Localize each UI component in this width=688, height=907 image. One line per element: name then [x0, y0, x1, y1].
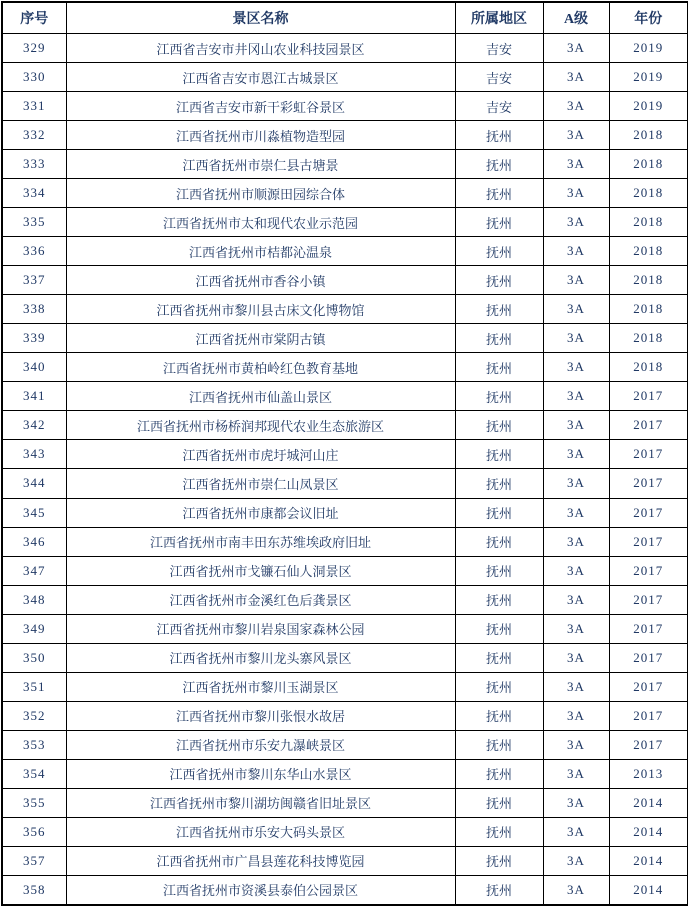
cell-index: 348	[2, 585, 66, 614]
cell-index: 334	[2, 179, 66, 208]
cell-index: 333	[2, 150, 66, 179]
cell-region: 抚州	[455, 875, 543, 905]
cell-name: 江西省吉安市井冈山农业科技园景区	[66, 34, 455, 63]
cell-region: 抚州	[455, 208, 543, 237]
cell-grade: 3A	[543, 382, 609, 411]
cell-grade: 3A	[543, 643, 609, 672]
cell-grade: 3A	[543, 353, 609, 382]
cell-region: 抚州	[455, 556, 543, 585]
cell-grade: 3A	[543, 498, 609, 527]
table-row	[2, 179, 688, 208]
cell-region: 抚州	[455, 121, 543, 150]
table-row	[2, 556, 688, 585]
cell-region: 抚州	[455, 237, 543, 266]
cell-name: 江西省抚州市川淼植物造型园	[66, 121, 455, 150]
cell-name: 江西省抚州市广昌县莲花科技博览园	[66, 846, 455, 875]
cell-index: 355	[2, 788, 66, 817]
cell-region: 抚州	[455, 788, 543, 817]
table-row	[2, 150, 688, 179]
cell-region: 抚州	[455, 527, 543, 556]
header-index: 序号	[2, 2, 66, 34]
cell-year: 2019	[609, 92, 688, 121]
cell-year: 2017	[609, 440, 688, 469]
cell-year: 2017	[609, 527, 688, 556]
table-row	[2, 817, 688, 846]
cell-grade: 3A	[543, 121, 609, 150]
table-row	[2, 63, 688, 92]
cell-region: 抚州	[455, 324, 543, 353]
cell-index: 347	[2, 556, 66, 585]
scenic-area-table	[1, 1, 688, 906]
cell-region: 抚州	[455, 266, 543, 295]
table-row	[2, 788, 688, 817]
cell-name: 江西省抚州市杨桥润邦现代农业生态旅游区	[66, 411, 455, 440]
cell-year: 2017	[609, 672, 688, 701]
cell-name: 江西省抚州市黎川岩泉国家森林公园	[66, 614, 455, 643]
cell-year: 2019	[609, 63, 688, 92]
cell-name: 江西省抚州市黎川湖坊闽赣省旧址景区	[66, 788, 455, 817]
table-row	[2, 237, 688, 266]
cell-name: 江西省抚州市黎川玉湖景区	[66, 672, 455, 701]
cell-region: 抚州	[455, 701, 543, 730]
cell-region: 抚州	[455, 846, 543, 875]
cell-region: 抚州	[455, 469, 543, 498]
cell-name: 江西省抚州市黄柏岭红色教育基地	[66, 353, 455, 382]
cell-region: 抚州	[455, 411, 543, 440]
cell-index: 351	[2, 672, 66, 701]
table-row	[2, 527, 688, 556]
table-row	[2, 614, 688, 643]
header-region: 所属地区	[455, 2, 543, 34]
table-row	[2, 643, 688, 672]
cell-grade: 3A	[543, 34, 609, 63]
cell-grade: 3A	[543, 469, 609, 498]
cell-year: 2014	[609, 846, 688, 875]
cell-index: 336	[2, 237, 66, 266]
cell-name: 江西省抚州市南丰田东苏维埃政府旧址	[66, 527, 455, 556]
cell-year: 2017	[609, 556, 688, 585]
table-row	[2, 411, 688, 440]
cell-name: 江西省抚州市资溪县泰伯公园景区	[66, 875, 455, 905]
cell-grade: 3A	[543, 411, 609, 440]
cell-index: 344	[2, 469, 66, 498]
cell-name: 江西省抚州市桔都沁温泉	[66, 237, 455, 266]
cell-name: 江西省抚州市虎圩城河山庄	[66, 440, 455, 469]
cell-grade: 3A	[543, 788, 609, 817]
cell-grade: 3A	[543, 266, 609, 295]
cell-year: 2017	[609, 411, 688, 440]
cell-region: 抚州	[455, 440, 543, 469]
cell-region: 抚州	[455, 759, 543, 788]
cell-index: 338	[2, 295, 66, 324]
cell-index: 343	[2, 440, 66, 469]
cell-year: 2018	[609, 150, 688, 179]
table-row	[2, 585, 688, 614]
cell-year: 2014	[609, 788, 688, 817]
header-row	[2, 2, 688, 34]
table-row	[2, 440, 688, 469]
cell-region: 吉安	[455, 63, 543, 92]
cell-index: 341	[2, 382, 66, 411]
cell-index: 350	[2, 643, 66, 672]
cell-grade: 3A	[543, 672, 609, 701]
cell-index: 349	[2, 614, 66, 643]
table-body	[2, 34, 688, 906]
cell-region: 抚州	[455, 179, 543, 208]
cell-year: 2014	[609, 817, 688, 846]
table-row	[2, 759, 688, 788]
cell-grade: 3A	[543, 817, 609, 846]
cell-year: 2017	[609, 585, 688, 614]
cell-grade: 3A	[543, 701, 609, 730]
cell-year: 2018	[609, 208, 688, 237]
cell-region: 吉安	[455, 34, 543, 63]
cell-region: 抚州	[455, 585, 543, 614]
cell-year: 2017	[609, 382, 688, 411]
cell-grade: 3A	[543, 63, 609, 92]
cell-index: 342	[2, 411, 66, 440]
cell-region: 抚州	[455, 353, 543, 382]
cell-index: 352	[2, 701, 66, 730]
cell-grade: 3A	[543, 556, 609, 585]
cell-region: 吉安	[455, 92, 543, 121]
cell-grade: 3A	[543, 295, 609, 324]
table-row	[2, 846, 688, 875]
cell-year: 2018	[609, 266, 688, 295]
table-row	[2, 92, 688, 121]
table-row	[2, 266, 688, 295]
cell-year: 2018	[609, 324, 688, 353]
cell-year: 2017	[609, 614, 688, 643]
cell-name: 江西省抚州市黎川东华山水景区	[66, 759, 455, 788]
table-row	[2, 208, 688, 237]
cell-year: 2018	[609, 237, 688, 266]
cell-year: 2018	[609, 353, 688, 382]
cell-grade: 3A	[543, 585, 609, 614]
cell-name: 江西省抚州市黎川龙头寨风景区	[66, 643, 455, 672]
cell-year: 2018	[609, 295, 688, 324]
cell-name: 江西省抚州市顺源田园综合体	[66, 179, 455, 208]
cell-index: 345	[2, 498, 66, 527]
cell-index: 346	[2, 527, 66, 556]
cell-index: 356	[2, 817, 66, 846]
cell-grade: 3A	[543, 237, 609, 266]
cell-year: 2017	[609, 701, 688, 730]
cell-year: 2017	[609, 498, 688, 527]
header-year: 年份	[609, 2, 688, 34]
cell-name: 江西省抚州市戈镰石仙人洞景区	[66, 556, 455, 585]
table-header	[2, 2, 688, 34]
table-row	[2, 295, 688, 324]
cell-name: 江西省抚州市乐安九瀑峡景区	[66, 730, 455, 759]
cell-grade: 3A	[543, 179, 609, 208]
cell-grade: 3A	[543, 208, 609, 237]
cell-grade: 3A	[543, 150, 609, 179]
cell-name: 江西省抚州市香谷小镇	[66, 266, 455, 295]
cell-region: 抚州	[455, 817, 543, 846]
table-row	[2, 469, 688, 498]
cell-year: 2018	[609, 121, 688, 150]
cell-grade: 3A	[543, 92, 609, 121]
cell-year: 2018	[609, 179, 688, 208]
table-row	[2, 498, 688, 527]
cell-grade: 3A	[543, 759, 609, 788]
cell-grade: 3A	[543, 324, 609, 353]
cell-grade: 3A	[543, 440, 609, 469]
cell-index: 340	[2, 353, 66, 382]
table-row	[2, 121, 688, 150]
cell-name: 江西省抚州市康都会议旧址	[66, 498, 455, 527]
cell-name: 江西省抚州市崇仁山凤景区	[66, 469, 455, 498]
cell-grade: 3A	[543, 614, 609, 643]
table-row	[2, 875, 688, 905]
cell-name: 江西省抚州市崇仁县古塘景	[66, 150, 455, 179]
cell-name: 江西省抚州市仙盖山景区	[66, 382, 455, 411]
cell-index: 357	[2, 846, 66, 875]
table-row	[2, 324, 688, 353]
header-name: 景区名称	[66, 2, 455, 34]
header-grade: A级	[543, 2, 609, 34]
table-row	[2, 353, 688, 382]
cell-region: 抚州	[455, 614, 543, 643]
cell-region: 抚州	[455, 295, 543, 324]
cell-index: 358	[2, 875, 66, 905]
cell-index: 331	[2, 92, 66, 121]
table-row	[2, 382, 688, 411]
cell-name: 江西省抚州市棠阴古镇	[66, 324, 455, 353]
cell-region: 抚州	[455, 498, 543, 527]
cell-region: 抚州	[455, 382, 543, 411]
cell-year: 2019	[609, 34, 688, 63]
cell-name: 江西省抚州市太和现代农业示范园	[66, 208, 455, 237]
cell-name: 江西省吉安市恩江古城景区	[66, 63, 455, 92]
cell-index: 335	[2, 208, 66, 237]
cell-index: 354	[2, 759, 66, 788]
cell-region: 抚州	[455, 672, 543, 701]
cell-index: 337	[2, 266, 66, 295]
cell-index: 330	[2, 63, 66, 92]
cell-name: 江西省吉安市新干彩虹谷景区	[66, 92, 455, 121]
cell-grade: 3A	[543, 875, 609, 905]
cell-index: 339	[2, 324, 66, 353]
cell-region: 抚州	[455, 643, 543, 672]
cell-region: 抚州	[455, 730, 543, 759]
cell-name: 江西省抚州市黎川张恨水故居	[66, 701, 455, 730]
cell-region: 抚州	[455, 150, 543, 179]
cell-grade: 3A	[543, 527, 609, 556]
cell-index: 332	[2, 121, 66, 150]
cell-year: 2013	[609, 759, 688, 788]
cell-name: 江西省抚州市乐安大码头景区	[66, 817, 455, 846]
cell-grade: 3A	[543, 846, 609, 875]
cell-index: 329	[2, 34, 66, 63]
table-row	[2, 730, 688, 759]
cell-year: 2017	[609, 469, 688, 498]
cell-year: 2017	[609, 730, 688, 759]
cell-name: 江西省抚州市黎川县古床文化博物馆	[66, 295, 455, 324]
cell-year: 2017	[609, 643, 688, 672]
cell-name: 江西省抚州市金溪红色后龚景区	[66, 585, 455, 614]
cell-index: 353	[2, 730, 66, 759]
cell-grade: 3A	[543, 730, 609, 759]
table-row	[2, 672, 688, 701]
table-row	[2, 34, 688, 63]
cell-year: 2014	[609, 875, 688, 905]
table-row	[2, 701, 688, 730]
